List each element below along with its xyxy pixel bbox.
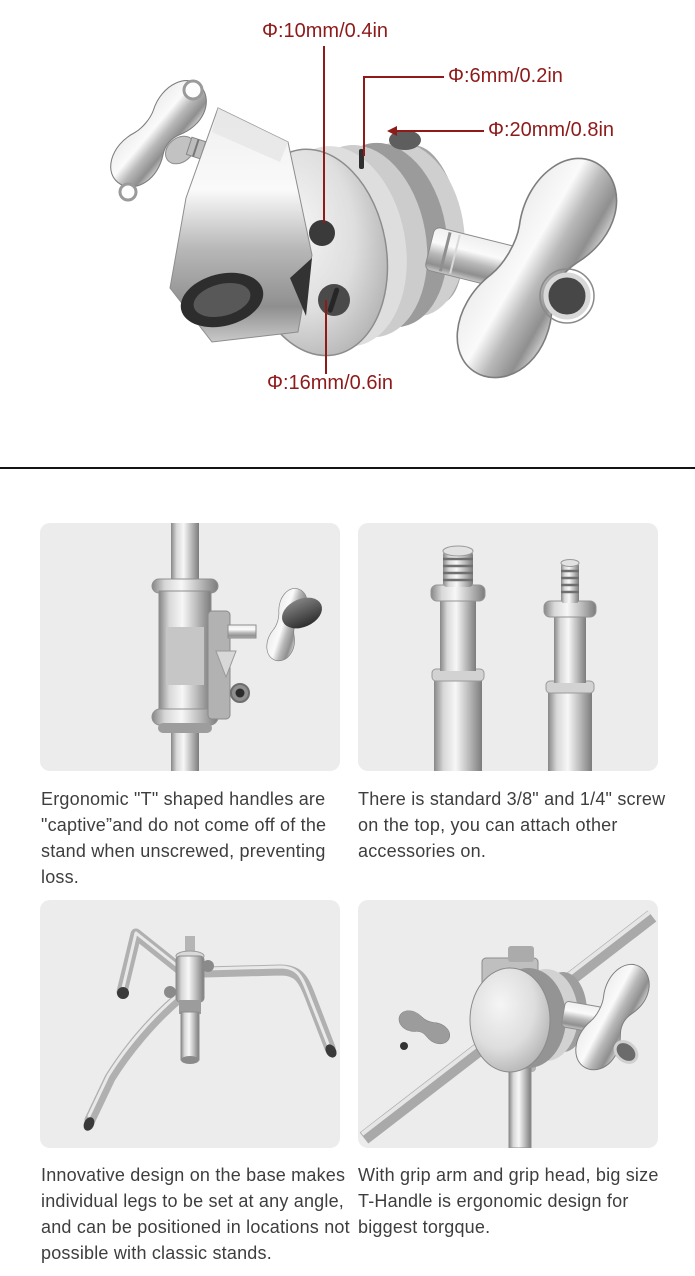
callout-label-20mm: Φ:20mm/0.8in xyxy=(488,119,615,141)
grip-head-photo xyxy=(0,0,695,467)
feature-caption-grip-arm: With grip arm and grip head, big size T-Handle is ergonomic design for biggest torgque. xyxy=(358,1165,659,1237)
base-leg xyxy=(205,970,330,1048)
knob-lobe-hole xyxy=(184,81,202,99)
t-handle-on-stand-photo xyxy=(40,523,340,771)
callout-line-20mm xyxy=(396,130,484,132)
small-wing-knob xyxy=(396,1007,454,1048)
feature-photo-panel-grip-arm xyxy=(358,900,658,1148)
callout-line-6mm xyxy=(363,76,444,78)
knob-lobe-hole xyxy=(120,184,136,200)
callout-label-10mm: Φ:10mm/0.4in xyxy=(262,20,389,42)
feature-caption-screws: There is standard 3/8" and 1/4" screw on the top, you can attach other accessories on. xyxy=(358,789,666,861)
callout-label-16mm: Φ:16mm/0.6in xyxy=(267,372,394,394)
feature-photo-panel-base xyxy=(40,900,340,1148)
feature-caption-base: Innovative design on the base makes individual legs to be set at any angle, and can be positioned in locations not possible with classic stands. xyxy=(41,1165,350,1263)
section-divider xyxy=(0,467,695,469)
callout-line-6mm xyxy=(363,76,365,156)
grip-head-arm-photo xyxy=(358,900,658,1148)
feature-photo-panel-t-handle xyxy=(40,523,340,771)
base-leg xyxy=(90,996,181,1120)
screw-spigots-photo xyxy=(358,523,658,771)
t-handle-hole xyxy=(546,275,588,317)
hero-dimension-diagram xyxy=(0,0,695,467)
hole-10mm xyxy=(309,220,335,246)
callout-label-6mm: Φ:6mm/0.2in xyxy=(448,65,563,87)
turtle-base-photo xyxy=(40,900,340,1148)
spigot-3-8 xyxy=(431,546,485,771)
callout-line-10mm xyxy=(323,46,325,223)
stand-pole xyxy=(509,1068,531,1148)
spigot-1-4 xyxy=(544,560,596,772)
feature-caption-t-handle: Ergonomic "T" shaped handles are "captive”and do not come off of the stand when unscrewed, preventing loss. xyxy=(41,789,327,887)
feature-photo-panel-screws xyxy=(358,523,658,771)
callout-arrow-20mm xyxy=(387,126,397,136)
callout-line-16mm xyxy=(325,300,327,374)
